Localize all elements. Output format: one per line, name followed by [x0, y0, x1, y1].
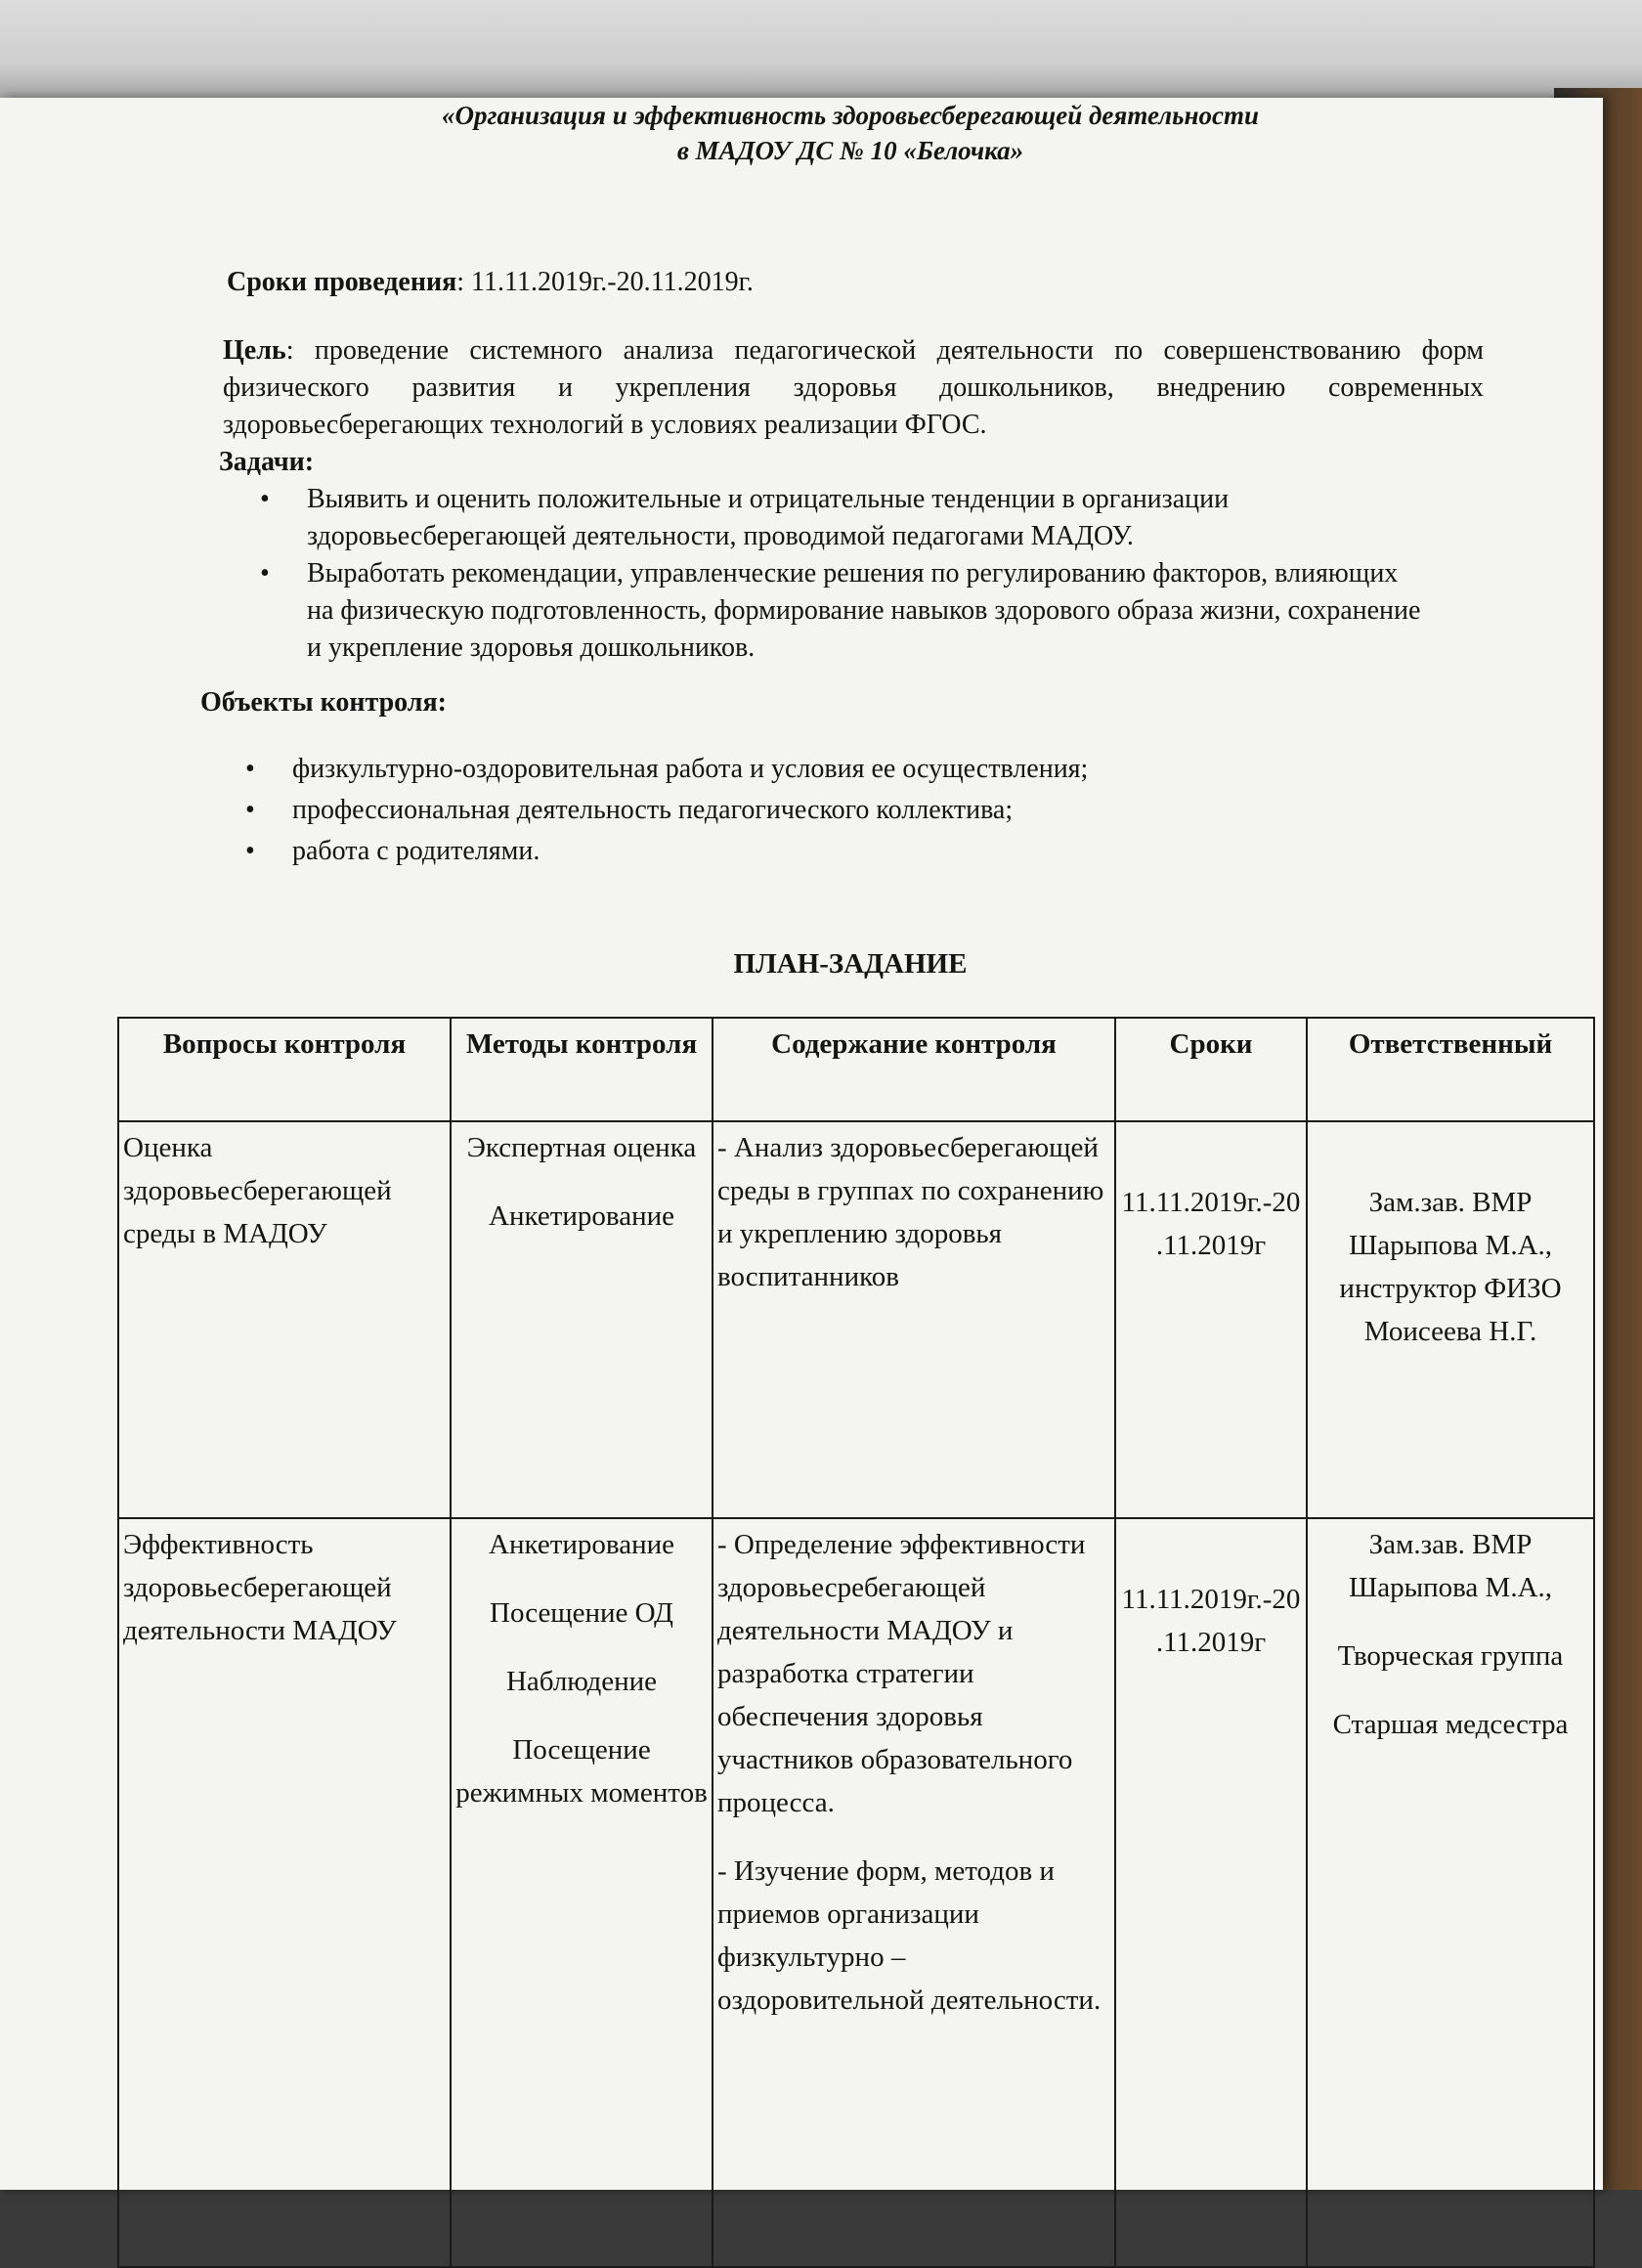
- header-methods: Методы контроля: [451, 1018, 713, 1121]
- goal-text: : проведение системного анализа педагогической деятельности по совершенствованию форм физического развития и укрепления здоровья дошкольников, внедрению современных здоровьесберегающих технологий в условиях реализации ФГОС.: [223, 335, 1484, 440]
- goal-paragraph: [223, 332, 1484, 444]
- cell-dates: 11.11.2019г.-20.11.2019г: [1115, 1518, 1307, 2267]
- document-title: [293, 98, 1407, 168]
- tasks-label: Задачи:: [219, 447, 315, 477]
- cell-content: [713, 1121, 1115, 1518]
- responsible-item: Творческая группа: [1337, 1640, 1564, 1672]
- object-item: • работа с родителями.: [238, 833, 1471, 870]
- plan-title: ПЛАН-ЗАДАНИЕ: [733, 948, 968, 980]
- responsible-item: Зам.зав. ВМР Шарыпова М.А.,: [1348, 1529, 1553, 1603]
- header-content: Содержание контроля: [713, 1018, 1115, 1121]
- table-row: [118, 1518, 1594, 2267]
- header-questions: Вопросы контроля: [118, 1018, 451, 1121]
- method-item: Посещение режимных моментов: [455, 1734, 708, 1809]
- method-item: Наблюдение: [505, 1666, 658, 1697]
- method-item: Экспертная оценка: [466, 1132, 697, 1163]
- objects-list: [238, 751, 1471, 870]
- title-line-2: в МАДОУ ДС № 10 «Белочка»: [676, 136, 1024, 165]
- table-header-row: [118, 1018, 1594, 1121]
- tasks-section: [219, 444, 1490, 667]
- dates-label: Сроки проведения: [227, 267, 457, 297]
- cell-content: [713, 1518, 1115, 2267]
- content-item: - Изучение форм, методов и приемов организации физкультурно – оздоровительной деятельности.: [717, 1855, 1102, 2016]
- content-item: - Анализ здоровьесберегающей среды в группах по сохранению и укреплению здоровья воспитанников: [717, 1132, 1104, 1292]
- method-item: Анкетирование: [489, 1200, 674, 1232]
- cell-methods: [451, 1121, 713, 1518]
- header-dates: Сроки: [1115, 1018, 1307, 1121]
- table-row: [118, 1121, 1594, 1518]
- header-responsible: Ответственный: [1307, 1018, 1594, 1121]
- title-line-1: «Организация и эффективность здоровьесберегающей деятельности: [442, 101, 1259, 130]
- tasks-list: [252, 481, 1425, 667]
- responsible-item: Зам.зав. ВМР Шарыпова М.А., инструктор ФИЗО Моисеева Н.Г.: [1339, 1187, 1562, 1347]
- responsible-item: Старшая медсестра: [1332, 1709, 1569, 1740]
- cell-responsible: [1307, 1121, 1594, 1518]
- dates-paragraph: [227, 264, 1497, 301]
- cell-responsible: [1307, 1518, 1594, 2267]
- task-item: • Выработать рекомендации, управленческие решения по регулированию факторов, влияющих на физическую подготовленность, формирование навыков здорового образа жизни, сохранение и укрепление здоровья дошкольников.: [252, 555, 1425, 667]
- cell-methods: [451, 1518, 713, 2267]
- method-item: Посещение ОД: [490, 1597, 673, 1629]
- background-desk: [0, 0, 1642, 108]
- cell-question: Эффективность здоровьесберегающей деятельности МАДОУ: [118, 1518, 451, 2267]
- cell-question: Оценка здоровьесберегающей среды в МАДОУ: [118, 1121, 451, 1518]
- goal-label: Цель: [223, 335, 286, 366]
- object-item: • профессиональная деятельность педагогического коллектива;: [238, 792, 1471, 829]
- plan-table: [117, 1017, 1595, 2268]
- object-item: • физкультурно-оздоровительная работа и условия ее осуществления;: [238, 751, 1471, 788]
- content-item: - Определение эффективности здоровьесребегающей деятельности МАДОУ и разработка стратегии обеспечения здоровья участников образовательного процесса.: [717, 1529, 1086, 1818]
- document-page: [0, 98, 1603, 2190]
- objects-label: Объекты контроля:: [200, 687, 447, 718]
- method-item: Анкетирование: [489, 1529, 674, 1560]
- objects-section: [200, 684, 1471, 874]
- task-item: • Выявить и оценить положительные и отрицательные тенденции в организации здоровьесберегающей деятельности, проводимой педагогами МАДОУ.: [252, 481, 1425, 555]
- dates-value: : 11.11.2019г.-20.11.2019г.: [456, 267, 754, 297]
- cell-dates: 11.11.2019г.-20.11.2019г: [1115, 1121, 1307, 1518]
